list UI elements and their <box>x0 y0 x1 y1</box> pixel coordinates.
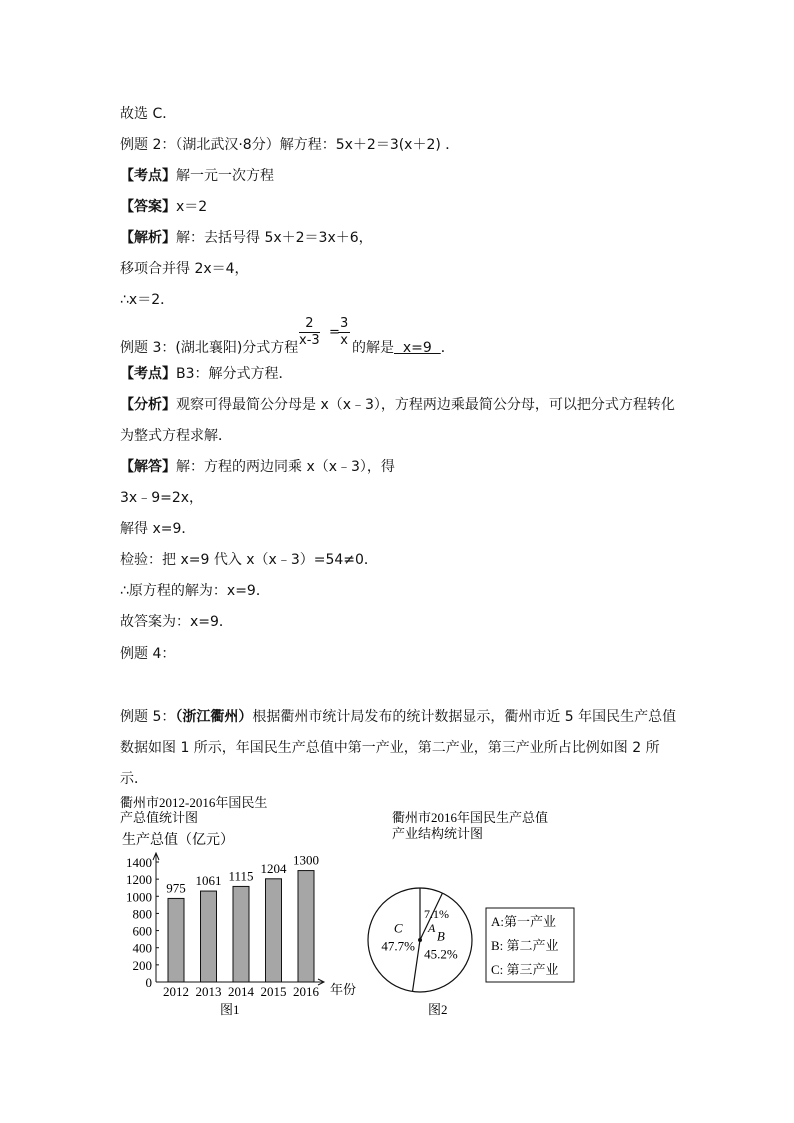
line-conclusion: 故选 C． <box>120 106 177 122</box>
bar-value-label: 1204 <box>260 860 287 876</box>
fenxi-line-cont: 为整式方程求解． <box>120 428 232 444</box>
fraction1-numerator: 2 <box>299 316 320 333</box>
y-tick-label: 1200 <box>126 872 152 888</box>
x-tick-label: 2016 <box>293 984 319 999</box>
x-tick-label: 2015 <box>260 984 287 999</box>
kaodian-line-2 <box>120 364 293 384</box>
answer-text: x＝2 <box>176 199 208 215</box>
y-tick-label: 600 <box>132 923 152 939</box>
x-tick-label: 2014 <box>228 984 254 999</box>
bar-chart-title-line1: 衢州市2012-2016年国民生 <box>120 795 268 810</box>
fraction-2-over-x-3 <box>299 316 320 348</box>
bar-value-label: 1061 <box>195 873 222 889</box>
pie-chart-marks <box>368 888 472 992</box>
x-tick-label: 2012 <box>163 984 189 999</box>
jieda-line <box>120 457 395 477</box>
step-final: 故答案为：x=9． <box>120 614 233 630</box>
bar-value-label: 975 <box>166 880 186 896</box>
example5-prefix: 例题 5： <box>120 709 176 725</box>
bar-value-label: 1115 <box>228 868 254 884</box>
bar-chart-axes <box>126 853 324 990</box>
bar-chart-figure1 <box>112 792 372 1020</box>
kaodian-text-2: B3：解分式方程． <box>176 366 293 382</box>
example3-suffix <box>352 338 455 358</box>
pie-slice-pct-B: 45.2% <box>424 946 458 962</box>
fenxi-line <box>120 395 675 415</box>
y-tick-label: 0 <box>145 975 152 990</box>
step-line-2: ∴x＝2． <box>120 292 175 308</box>
x-tick-label: 2013 <box>195 984 222 999</box>
pie-legend-item-c: C: 第三产业 <box>491 962 559 977</box>
pie-slice-label-B: B <box>436 928 445 944</box>
bar-chart-caption: 图1 <box>220 1002 240 1017</box>
y-tick-label: 800 <box>132 906 152 922</box>
tag-jieda: 【解答】 <box>120 459 176 475</box>
example5-paragraph <box>120 702 680 795</box>
tag-answer: 【答案】 <box>120 199 176 215</box>
jiexi-line <box>120 228 373 248</box>
bar-2015 <box>266 879 282 982</box>
fraction1-denominator: x-3 <box>299 333 320 348</box>
example3-period: ． <box>440 340 455 356</box>
pie-slice-label-A: A <box>428 921 436 935</box>
fenxi-text: 观察可得最简公分母是 x（x﹣3），方程两边乘最简公分母，可以把分式方程转化 <box>176 397 675 413</box>
pie-slice-pct-A: 7.1% <box>424 907 449 921</box>
pie-legend-item-a: A:第一产业 <box>491 914 557 929</box>
equals-sign: = <box>329 325 340 340</box>
tag-jiexi: 【解析】 <box>120 230 176 246</box>
step-3x: 3x﹣9=2x， <box>120 490 204 506</box>
bar-chart-title-line2: 产总值统计图 <box>120 810 199 825</box>
example3-title <box>120 338 298 358</box>
y-tick-label: 1000 <box>126 889 152 905</box>
y-tick-label: 200 <box>132 957 152 973</box>
bar-2014 <box>233 886 249 982</box>
tag-kaodian: 【考点】 <box>120 168 176 184</box>
example4-title: 例题 4： <box>120 646 176 662</box>
pie-chart-title-line2: 产业结构统计图 <box>392 826 484 841</box>
example5-text-2: 数据如图 1 所示，年国民生产总值中第一产业，第二产业，第三产业所占比例如图 2 所 <box>120 740 660 756</box>
pie-chart-title-line1: 衢州市2016年国民生产总值 <box>392 810 549 825</box>
fraction2-denominator: x <box>340 333 348 348</box>
bar-chart-xlabel: 年份 <box>330 982 357 997</box>
tag-kaodian-2: 【考点】 <box>120 366 176 382</box>
fraction-3-over-x <box>338 316 350 348</box>
example3-prefix: 例题 3：(湖北襄阳)分式方程 <box>120 340 299 356</box>
bar-chart-marks <box>163 853 320 999</box>
pie-chart-figure2 <box>360 800 600 1020</box>
step-check: 检验：把 x=9 代入 x（x﹣3）=54≠0． <box>120 552 378 568</box>
jiexi-text: 解：去括号得 5x＋2＝3x＋6， <box>176 230 373 246</box>
bar-2012 <box>168 898 184 982</box>
bar-2016 <box>298 871 314 982</box>
bar-value-label: 1300 <box>293 852 319 868</box>
step-solve: 解得 x=9． <box>120 521 196 537</box>
pie-slice-pct-C: 47.7% <box>381 938 416 954</box>
y-tick-label: 400 <box>132 940 152 956</box>
kaodian-text: 解一元一次方程 <box>176 168 274 184</box>
fraction2-numerator: 3 <box>340 316 349 331</box>
example3-suffix-text: 的解是 <box>352 340 394 356</box>
kaodian-line <box>120 166 274 186</box>
bar-chart-ylabel: 生产总值（亿元） <box>122 833 234 848</box>
pie-legend-item-b: B: 第二产业 <box>491 938 559 953</box>
step-line-1: 移项合并得 2x＝4， <box>120 261 249 277</box>
pie-chart-caption: 图2 <box>428 1002 448 1017</box>
pie-center-dot <box>418 938 422 942</box>
example5-text: 根据衢州市统计局发布的统计数据显示，衢州市近 5 年国民生产总值 <box>252 709 677 725</box>
example5-source: （浙江衢州） <box>175 709 253 725</box>
example5-text-3: 示． <box>120 771 148 787</box>
pie-slice-label-C: C <box>393 920 403 936</box>
y-tick-label: 1400 <box>126 855 152 870</box>
step-solution: ∴原方程的解为：x=9． <box>120 583 270 599</box>
answer-line <box>120 197 207 217</box>
example3-answer-blank: x=9 <box>394 340 441 356</box>
tag-fenxi: 【分析】 <box>120 397 176 413</box>
example2-title: 例题 2：（湖北武汉·8分）解方程：5x＋2＝3(x＋2) ． <box>120 137 460 153</box>
bar-2013 <box>201 891 217 982</box>
jieda-text: 解：方程的两边同乘 x（x﹣3），得 <box>176 459 395 475</box>
